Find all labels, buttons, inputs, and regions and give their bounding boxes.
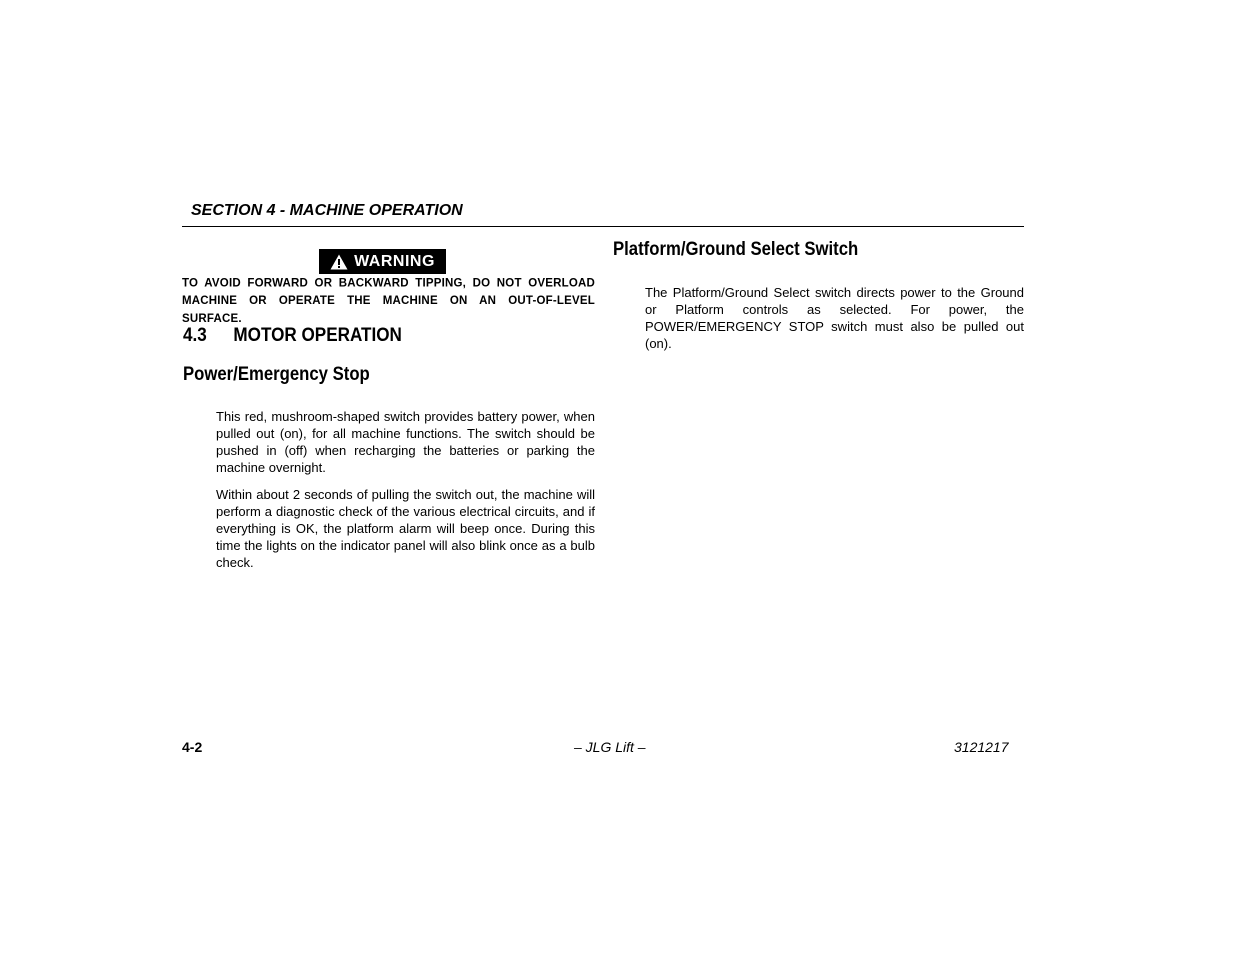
power-stop-paragraph-2: Within about 2 seconds of pulling the switch out, the machine will perform a diagnostic check of the various electrical circuits, and if everything is OK, the platform alarm will beep once. During this time the lights on the indicator panel will also blink once as a bulb check.	[216, 487, 595, 570]
header-rule	[182, 226, 1024, 227]
footer-doc-number: 3121217	[954, 739, 1009, 755]
footer-page-number: 4-2	[182, 739, 203, 755]
warning-label: WARNING	[354, 252, 435, 270]
power-stop-heading: Power/Emergency Stop	[183, 364, 370, 385]
footer-title: – JLG Lift –	[574, 739, 646, 755]
section-number: 4.3	[183, 325, 207, 346]
section-heading	[183, 325, 402, 347]
section-title: MOTOR OPERATION	[233, 325, 402, 346]
section-header-title: SECTION 4 - MACHINE OPERATION	[191, 202, 463, 219]
platform-switch-paragraph: The Platform/Ground Select switch directs power to the Ground or Platform controls as selected. For power, the POWER/EMERGENCY STOP switch must also be pulled out (on).	[645, 285, 1024, 351]
warning-triangle-icon	[330, 254, 348, 270]
warning-badge	[319, 249, 446, 274]
warning-message: TO AVOID FORWARD OR BACKWARD TIPPING, DO NOT OVERLOAD MACHINE OR OPERATE THE MACHINE ON AN OUT-OF-LEVEL SURFACE.	[182, 276, 595, 326]
power-stop-paragraph-1: This red, mushroom-shaped switch provides battery power, when pulled out (on), for all machine functions. The switch should be pushed in (off) when recharging the batteries or parking the machine overnight.	[216, 409, 595, 475]
platform-switch-heading: Platform/Ground Select Switch	[613, 239, 859, 260]
